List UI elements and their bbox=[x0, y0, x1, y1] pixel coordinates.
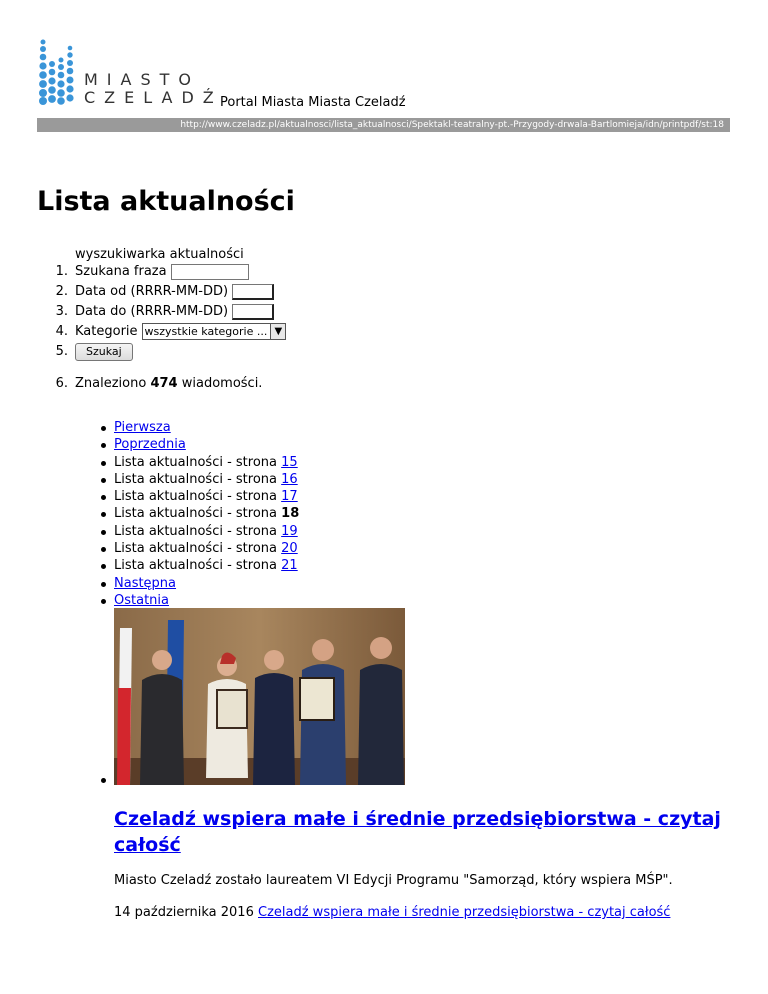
logo-text-line2: CZELADŹ bbox=[84, 88, 223, 107]
news-meta bbox=[114, 904, 670, 921]
date-from-label: Data od (RRRR-MM-DD) bbox=[75, 284, 229, 299]
news-photo[interactable] bbox=[114, 608, 405, 785]
pager-item bbox=[0, 592, 299, 609]
list-number: 5. bbox=[55, 344, 68, 359]
pager-page-link[interactable]: 20 bbox=[281, 541, 298, 557]
pagination bbox=[0, 419, 299, 609]
pager-item bbox=[0, 575, 299, 592]
site-logo[interactable] bbox=[38, 38, 223, 110]
news-title[interactable] bbox=[114, 806, 734, 858]
logo-dots-icon bbox=[38, 38, 78, 106]
pager-page-label: Lista aktualności - strona bbox=[114, 541, 278, 557]
list-number: 3. bbox=[55, 304, 68, 319]
pager-item-current bbox=[0, 505, 299, 522]
pager-item bbox=[0, 540, 299, 557]
pager-item bbox=[0, 419, 299, 436]
pager-page-label: Lista aktualności - strona bbox=[114, 558, 278, 574]
award-ceremony-photo bbox=[114, 608, 405, 785]
pager-page-label: Lista aktualności - strona bbox=[114, 489, 278, 505]
pager-item bbox=[0, 436, 299, 453]
list-number: 1. bbox=[55, 264, 68, 279]
pager-page-link[interactable]: 16 bbox=[281, 471, 298, 487]
pager-item bbox=[0, 557, 299, 574]
dropdown-arrow-icon: ▼ bbox=[270, 324, 285, 339]
news-title-link[interactable]: Czeladź wspiera małe i średnie przedsiębiorstwa - czytaj całość bbox=[114, 808, 721, 856]
logo-text-line1: MIASTO bbox=[84, 70, 200, 89]
category-label: Kategorie bbox=[75, 324, 138, 339]
phrase-input[interactable] bbox=[171, 264, 249, 280]
result-text bbox=[75, 375, 262, 392]
pager-page-link[interactable]: 17 bbox=[281, 489, 298, 505]
pager-next-link[interactable]: Następna bbox=[114, 575, 177, 591]
search-button[interactable]: Szukaj bbox=[75, 343, 133, 361]
phrase-label: Szukana fraza bbox=[75, 264, 167, 279]
pager-page-link[interactable]: 19 bbox=[281, 523, 298, 539]
date-to-label: Data do (RRRR-MM-DD) bbox=[75, 304, 229, 319]
news-lead: Miasto Czeladź zostało laureatem VI Edycji Programu "Samorząd, który wspiera MŚP". bbox=[114, 873, 673, 888]
pager-first-link[interactable]: Pierwsza bbox=[114, 420, 171, 435]
page-url-bar: http://www.czeladz.pl/aktualnosci/lista_aktualnosci/Spektakl-teatralny-pt.-Przygody-drwala-Bartlomieja/idn/printpdf/st:18 bbox=[37, 118, 730, 132]
news-date: 14 października 2016 bbox=[114, 905, 254, 920]
pager-page-label: Lista aktualności - strona bbox=[114, 471, 278, 487]
news-read-more-link[interactable]: Czeladź wspiera małe i średnie przedsiębiorstwa - czytaj całość bbox=[258, 905, 671, 920]
list-number: 2. bbox=[55, 284, 68, 299]
category-select[interactable] bbox=[142, 323, 287, 340]
list-number: 4. bbox=[55, 324, 68, 339]
category-select-value: wszystkie kategorie ... bbox=[144, 325, 268, 338]
pager-item bbox=[0, 454, 299, 471]
pager-page-label: Lista aktualności - strona bbox=[114, 523, 278, 539]
news-list-bullet bbox=[101, 778, 106, 783]
result-suffix: wiadomości. bbox=[181, 376, 263, 391]
result-number: 474 bbox=[150, 376, 178, 391]
page-title: Lista aktualności bbox=[37, 186, 295, 217]
pager-last-link[interactable]: Ostatnia bbox=[114, 592, 169, 608]
pager-current-page: 18 bbox=[281, 506, 300, 522]
result-prefix: Znaleziono bbox=[75, 376, 147, 391]
pager-item bbox=[0, 488, 299, 505]
portal-title: Portal Miasta Miasta Czeladź bbox=[220, 95, 406, 110]
search-caption: wyszukiwarka aktualności bbox=[75, 247, 244, 262]
date-to-input[interactable] bbox=[232, 304, 274, 320]
pager-page-link[interactable]: 21 bbox=[281, 558, 298, 574]
pager-item bbox=[0, 471, 299, 488]
list-number: 6. bbox=[55, 376, 68, 391]
pager-page-label: Lista aktualności - strona bbox=[114, 506, 278, 522]
pager-page-label: Lista aktualności - strona bbox=[114, 454, 278, 470]
pager-page-link[interactable]: 15 bbox=[281, 454, 298, 470]
date-from-input[interactable] bbox=[232, 284, 274, 300]
pager-prev-link[interactable]: Poprzednia bbox=[114, 437, 186, 453]
pager-item bbox=[0, 523, 299, 540]
